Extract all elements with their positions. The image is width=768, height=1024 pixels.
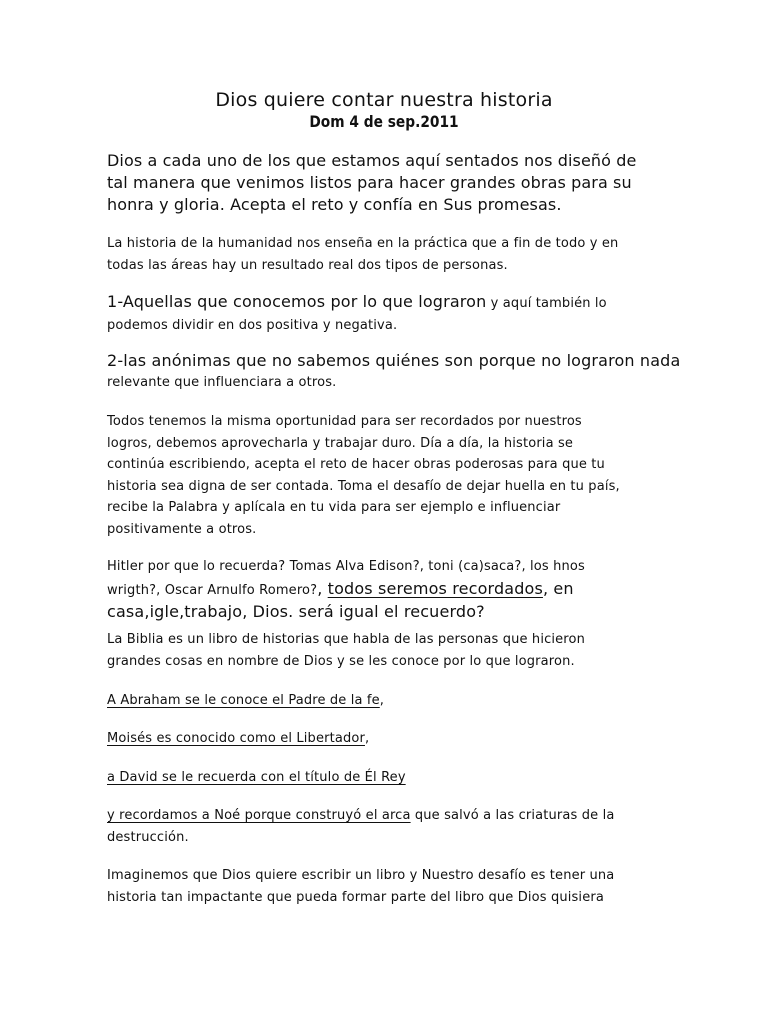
text-line xyxy=(107,578,667,602)
text-line: tal manera que venimos listos para hacer grandes obras para su xyxy=(107,173,632,192)
underlined-text: todos seremos recordados xyxy=(327,578,543,598)
underlined-text: A Abraham se le conoce el Padre de la fe xyxy=(107,693,380,708)
document-date: Dom 4 de sep.2011 xyxy=(309,112,459,131)
paragraph-humanity xyxy=(107,233,667,276)
underlined-text: Moisés es conocido como el Libertador xyxy=(107,731,365,746)
text-line: casa,igle,trabajo, Dios. será igual el recuerdo? xyxy=(107,602,485,621)
paragraph-imagine xyxy=(107,865,667,908)
paragraph-type-two xyxy=(107,350,681,393)
paragraph-moises xyxy=(107,728,667,750)
text-tail: , xyxy=(364,731,370,746)
text-large: , en xyxy=(542,578,574,598)
paragraph-david xyxy=(107,767,667,789)
text-line: recibe la Palabra y aplícala en tu vida para ser ejemplo e influenciar xyxy=(107,500,561,515)
underlined-text: y recordamos a Noé porque construyó el arca xyxy=(107,808,411,823)
text-line: La historia de la humanidad nos enseña en la práctica que a fin de todo y en xyxy=(107,236,619,251)
text-small: wrigth?, Oscar Arnulfo Romero? xyxy=(107,582,318,598)
text-line: historia sea digna de ser contada. Toma el desafío de dejar huella en tu país, xyxy=(107,478,620,494)
text-line: 2-las anónimas que no sabemos quiénes son porque no lograron nada xyxy=(107,351,681,370)
text-line xyxy=(107,291,667,315)
paragraph-abraham xyxy=(107,690,667,712)
text-line: continúa escribiendo, acepta el reto de hacer obras poderosas para que tu xyxy=(107,457,605,472)
document-title: Dios quiere contar nuestra historia xyxy=(215,89,553,111)
text-line xyxy=(107,690,667,712)
text-line: La Biblia es un libro de historias que habla de las personas que hicieron xyxy=(107,632,585,647)
text-line: todas las áreas hay un resultado real dos tipos de personas. xyxy=(107,257,508,273)
text-line: destrucción. xyxy=(107,829,189,845)
text-line xyxy=(107,805,667,827)
text-line: podemos dividir en dos positiva y negativa. xyxy=(107,317,398,333)
paragraph-opportunity xyxy=(107,411,667,540)
text-tail: , xyxy=(379,693,385,708)
text-line: Dios a cada uno de los que estamos aquí sentados nos diseñó de xyxy=(107,151,637,170)
text-tail: que salvó a las criaturas de la xyxy=(410,808,615,823)
paragraph-bible xyxy=(107,629,667,672)
text-line: historia tan impactante que pueda formar parte del libro que Dios quisiera xyxy=(107,889,604,905)
text-small: y aquí también lo xyxy=(486,296,607,311)
text-line: Todos tenemos la misma oportunidad para ser recordados por nuestros xyxy=(107,414,582,429)
text-line: logros, debemos aprovecharla y trabajar duro. Día a día, la historia se xyxy=(107,435,574,451)
text-line: honra y gloria. Acepta el reto y confía en Sus promesas. xyxy=(107,195,562,214)
text-line: Imaginemos que Dios quiere escribir un libro y Nuestro desafío es tener una xyxy=(107,868,615,883)
text-line: relevante que influenciara a otros. xyxy=(107,374,337,390)
text-large: 1-Aquellas que conocemos por lo que lograron xyxy=(107,292,487,311)
paragraph-remembered xyxy=(107,556,667,623)
text-large: , xyxy=(317,578,328,598)
text-line: grandes cosas en nombre de Dios y se les conoce por lo que lograron. xyxy=(107,653,575,669)
paragraph-noe xyxy=(107,805,667,848)
text-line: positivamente a otros. xyxy=(107,521,257,537)
text-line xyxy=(107,728,667,750)
intro-paragraph xyxy=(107,150,667,216)
paragraph-type-one xyxy=(107,291,667,336)
text-line: Hitler por que lo recuerda? Tomas Alva Edison?, toni (ca)saca?, los hnos xyxy=(107,559,585,574)
underlined-text: a David se le recuerda con el título de Él Rey xyxy=(107,770,406,785)
